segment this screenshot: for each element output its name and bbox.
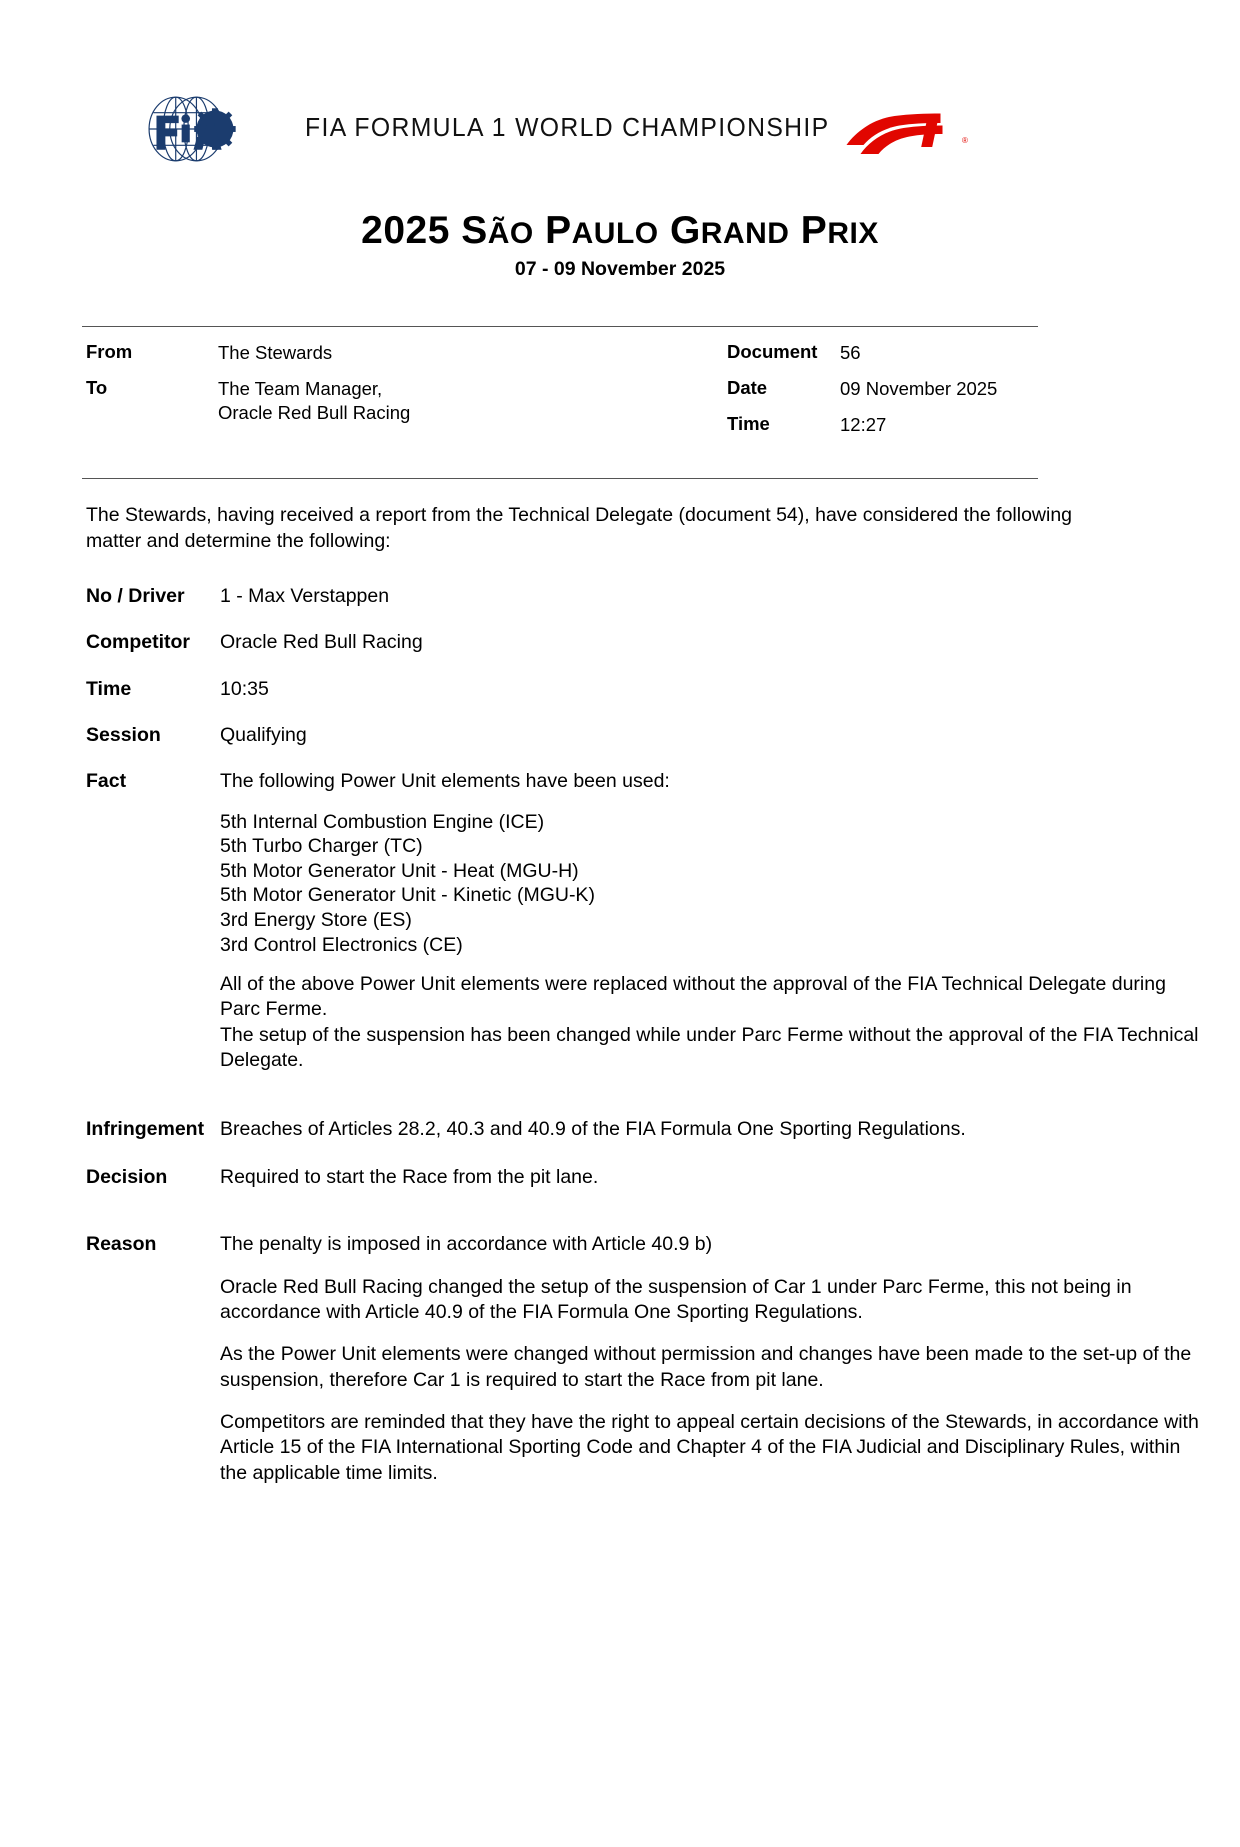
to-value-line2: Oracle Red Bull Racing [218,401,411,423]
divider-top [82,326,1038,327]
competitor-label: Competitor [86,631,190,654]
row-decision [0,1165,1240,1190]
reason-label: Reason [86,1233,157,1256]
competitor-value: Oracle Red Bull Racing [220,631,423,654]
no-driver-value: 1 - Max Verstappen [220,585,390,608]
meta-row-time [645,413,1040,437]
date-value: 09 November 2025 [840,378,998,399]
meta-row-from [0,341,620,365]
row-session [0,723,1240,748]
from-value: The Stewards [218,342,333,364]
time-label: Time [86,677,132,700]
intro-paragraph: The Stewards, having received a report from the Technical Delegate (document 54), have considered the following matter and determine the following: [86,504,1073,552]
row-reason [0,1232,1240,1486]
reason-paragraph-1: Oracle Red Bull Racing changed the setup of the suspension of Car 1 under Parc Ferme, this not being in accordance with Article 40.9 of the FIA Formula One Sporting Regulations. [220,1275,1132,1323]
document-meta [0,341,1240,451]
fia-logo-icon [140,92,244,166]
meta-row-to [0,377,620,424]
masthead [0,92,1240,204]
row-infringement [0,1117,1240,1142]
reason-paragraph-0: The penalty is imposed in accordance with Article 40.9 b) [220,1233,713,1256]
f1-logo-icon [845,108,961,154]
meta-left-column [0,341,620,436]
power-unit-element-3: 5th Motor Generator Unit - Kinetic (MGU-K) [220,884,595,907]
power-unit-element-4: 3rd Energy Store (ES) [220,908,412,931]
reason-value [220,1232,1240,1486]
fact-value [220,769,1240,1073]
row-no-driver [0,584,1240,609]
to-value-line1: The Team Manager, [218,378,383,399]
page-title-text: 2025 SÃO PAULO GRAND PRIX [361,209,879,252]
decision-label: Decision [86,1165,168,1188]
fact-paragraph-2: The setup of the suspension has been changed while under Parc Ferme without the approval of the FIA Technical Delegate. [220,1023,1199,1072]
meta-right-column [645,341,1040,448]
fact-paragraph-1: All of the above Power Unit elements were replaced without the approval of the FIA Technical Delegate during Parc Ferme. [220,973,1166,1021]
infringement-value: Breaches of Articles 28.2, 40.3 and 40.9 of the FIA Formula One Sporting Regulations. [220,1118,966,1141]
row-time [0,677,1240,702]
to-value [218,377,410,424]
no-driver-label: No / Driver [86,585,185,608]
infringement-label: Infringement [86,1118,205,1141]
document-page [0,92,1240,1847]
power-unit-element-2: 5th Motor Generator Unit - Heat (MGU-H) [220,859,579,882]
decision-value: Required to start the Race from the pit lane. [220,1165,599,1188]
divider-bottom [82,478,1038,479]
meta-time-value: 12:27 [840,413,887,435]
reason-paragraph-2: As the Power Unit elements were changed without permission and changes have been made to the set-up of the suspension, therefore Car 1 is required to start the Race from pit lane. [220,1343,1192,1391]
meta-time-label: Time [727,412,770,434]
power-unit-element-0: 5th Internal Combustion Engine (ICE) [220,810,545,833]
session-value: Qualifying [220,724,307,747]
power-unit-element-list [220,810,1202,957]
championship-title: FIA FORMULA 1 WORLD CHAMPIONSHIP [305,114,830,142]
event-dates: 07 - 09 November 2025 [514,258,726,281]
document-label: Document [727,341,818,363]
f1-registered-mark: ® [962,136,968,145]
to-label: To [86,377,108,398]
meta-row-date [645,377,1040,401]
from-label: From [86,341,133,363]
decision-details [0,584,1240,1486]
document-value: 56 [840,342,861,364]
row-competitor [0,630,1240,655]
fact-label: Fact [86,770,127,793]
power-unit-element-5: 3rd Control Electronics (CE) [220,933,463,956]
session-label: Session [86,724,161,747]
page-title [0,210,1240,251]
row-fact [0,769,1240,1073]
time-value: 10:35 [220,677,269,700]
meta-row-document [645,341,1040,365]
date-label: Date [727,377,768,398]
power-unit-element-1: 5th Turbo Charger (TC) [220,835,423,858]
reason-paragraph-3: Competitors are reminded that they have the right to appeal certain decisions of the Stewards, in accordance with Article 15 of the FIA International Sporting Code and Chapter 4 of the FIA Judicial and Disciplinary Rules, within the applicable time limits. [220,1410,1199,1484]
fact-intro: The following Power Unit elements have been used: [220,770,670,793]
